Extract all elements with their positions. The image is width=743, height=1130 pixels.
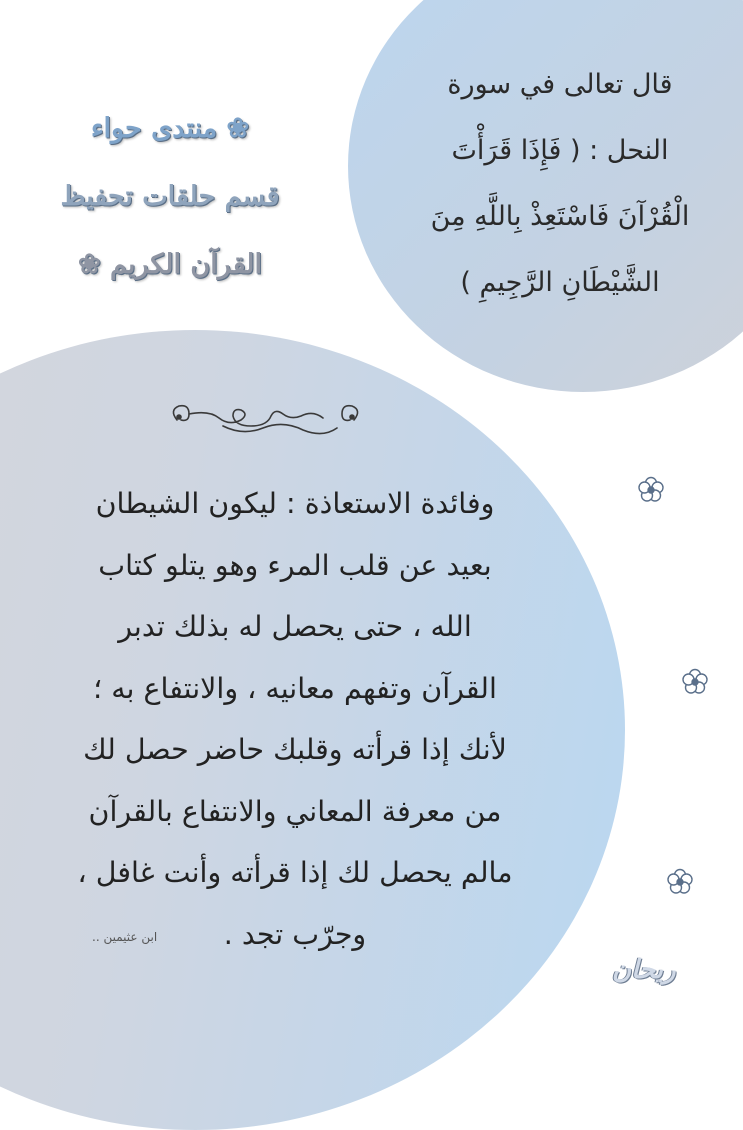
- forum-subsection: القرآن الكريم ❀: [77, 249, 263, 280]
- quote-line: قال تعالى في سورة: [447, 69, 673, 100]
- text-line: الله ، حتى يحصل له بذلك تدبر: [118, 610, 472, 643]
- quote-line: الْقُرْآنَ فَاسْتَعِذْ بِاللَّهِ مِنَ: [430, 201, 690, 232]
- flower-icon: ❀: [226, 113, 250, 144]
- benefit-paragraph: [30, 473, 560, 965]
- quote-line: النحل : ( فَإِذَا قَرَأْتَ: [451, 135, 669, 166]
- flower-icon: ❀: [77, 249, 101, 280]
- text-line: من معرفة المعاني والانتفاع بالقرآن: [88, 794, 502, 828]
- quran-quote: [400, 52, 720, 316]
- forum-title-block: [15, 95, 325, 299]
- text-line: القرآن وتفهم معانيه ، والانتفاع به ؛: [93, 671, 497, 705]
- text-line: بعيد عن قلب المرء وهو يتلو كتاب: [98, 548, 492, 582]
- text-line: لأنك إذا قرأته وقلبك حاضر حصل لك: [83, 733, 507, 766]
- brand-signature: ريحان: [612, 955, 676, 985]
- forum-name: ❀ منتدى حواء: [90, 113, 250, 144]
- text-line: مالم يحصل لك إذا قرأته وأنت غافل ،: [77, 856, 513, 889]
- flower-icon: [636, 475, 666, 505]
- text-line: وجرّب تجد .: [223, 917, 367, 951]
- ornament-divider: [163, 398, 368, 442]
- quote-line: الشَّيْطَانِ الرَّجِيمِ ): [460, 267, 660, 298]
- forum-section: قسم حلقات تحفيظ: [60, 181, 280, 212]
- signature: ابن عثيمين ..: [92, 930, 158, 944]
- flower-icon: [665, 867, 695, 897]
- flower-icon: [680, 667, 710, 697]
- text-line: وفائدة الاستعاذة : ليكون الشيطان: [95, 487, 495, 520]
